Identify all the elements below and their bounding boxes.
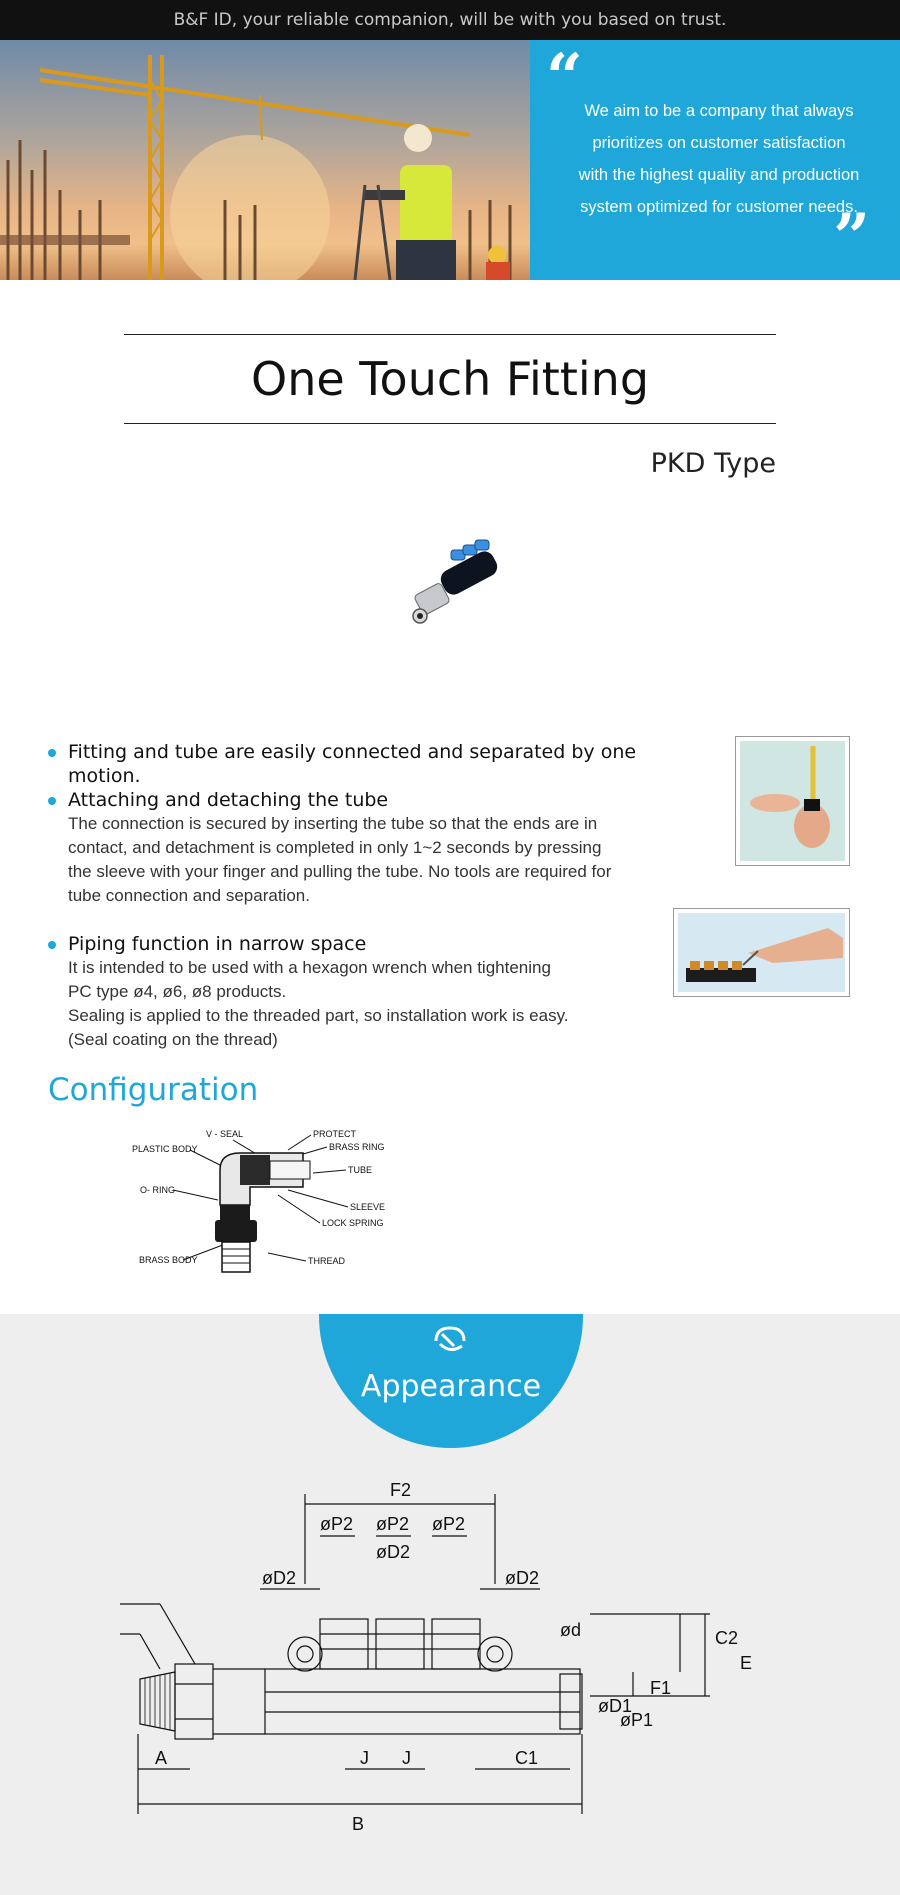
feature-title: Attaching and detaching the tube — [68, 789, 389, 811]
feature-body — [68, 956, 668, 1052]
page-title: One Touch Fitting — [250, 352, 650, 406]
feature-body-line: It is intended to be used with a hexagon wrench when tightening — [68, 958, 551, 977]
appearance-section — [0, 1314, 900, 1895]
configuration-heading: Configuration — [48, 1072, 259, 1108]
open-quote-icon: “ — [546, 40, 583, 115]
product-type: PKD Type — [650, 448, 776, 479]
dim-d: ød — [560, 1620, 582, 1640]
feature-body — [68, 812, 668, 908]
dim-d2: øD2 — [376, 1542, 411, 1562]
label-sleeve: SLEEVE — [350, 1202, 386, 1212]
dim-d1: øD1 — [598, 1696, 633, 1716]
feature-body-line: PC type ø4, ø6, ø8 products. — [68, 982, 287, 1001]
quote-line: system optimized for customer needs. — [580, 198, 858, 216]
dim-c2: C2 — [715, 1628, 739, 1648]
dimension-drawing — [120, 1464, 780, 1884]
label-protect: PROTECT — [313, 1129, 357, 1139]
dim-f2: F2 — [390, 1480, 412, 1500]
dim-j: J — [402, 1748, 411, 1768]
tube-connect-photo — [735, 736, 850, 866]
bullet-icon — [48, 797, 56, 805]
quote-line: with the highest quality and production — [578, 166, 860, 184]
dim-d2: øD2 — [505, 1568, 540, 1588]
feature-item — [48, 740, 668, 788]
dim-b: B — [352, 1814, 365, 1834]
feature-title: Piping function in narrow space — [68, 933, 367, 955]
dim-p2: øP2 — [320, 1514, 354, 1534]
quote-line: We aim to be a company that always — [584, 102, 854, 120]
label-plastic-body: PLASTIC BODY — [132, 1144, 198, 1154]
feature-body-line: contact, and detachment is completed in only 1~2 seconds by pressing — [68, 838, 602, 857]
label-brass-body: BRASS BODY — [139, 1255, 198, 1265]
dim-p1: øP1 — [620, 1710, 654, 1730]
bullet-icon — [48, 749, 56, 757]
quote-line: prioritizes on customer satisfaction — [592, 134, 846, 152]
hex-wrench-illustration — [678, 913, 845, 992]
mission-quote-text — [558, 95, 880, 223]
construction-photo-illustration — [0, 40, 530, 280]
dim-j: J — [360, 1748, 369, 1768]
mission-quote-panel — [530, 40, 900, 280]
bullet-icon — [48, 941, 56, 949]
feature-body-line: tube connection and separation. — [68, 886, 310, 905]
dim-p2: øP2 — [376, 1514, 410, 1534]
label-brass-ring: BRASS RING — [329, 1142, 385, 1152]
feature-body-line: (Seal coating on the thread) — [68, 1030, 278, 1049]
title-bottom-rule — [124, 423, 776, 424]
tube-connect-illustration — [740, 741, 845, 861]
feature-body-line: Sealing is applied to the threaded part, so installation work is easy. — [68, 1006, 569, 1025]
dim-a: A — [155, 1748, 168, 1768]
dim-e: E — [740, 1653, 753, 1673]
construction-photo — [0, 40, 530, 280]
hero-section — [0, 40, 900, 280]
label-tube: TUBE — [348, 1165, 373, 1175]
dim-d2: øD2 — [262, 1568, 297, 1588]
dim-f1: F1 — [650, 1678, 672, 1698]
configuration-diagram — [128, 1125, 398, 1280]
label-thread: THREAD — [308, 1256, 346, 1266]
feature-body-line: The connection is secured by inserting the tube so that the ends are in — [68, 814, 598, 833]
feature-item — [48, 932, 668, 1052]
label-lock-spring: LOCK SPRING — [322, 1218, 384, 1228]
appearance-heading: Appearance — [360, 1369, 542, 1404]
company-logo-icon — [428, 1324, 472, 1358]
top-banner-text: B&F ID, your reliable companion, will be with you based on trust. — [173, 10, 727, 30]
title-top-rule — [124, 334, 776, 335]
feature-title: Fitting and tube are easily connected and separated by one motion. — [68, 741, 637, 787]
label-o-ring: O- RING — [140, 1185, 175, 1195]
dim-c1: C1 — [515, 1748, 539, 1768]
close-quote-icon: ” — [833, 200, 870, 275]
product-image — [405, 538, 510, 633]
feature-body-line: the sleeve with your finger and pulling the tube. No tools are required for — [68, 862, 612, 881]
label-v-seal: V - SEAL — [206, 1129, 244, 1139]
feature-item — [48, 788, 668, 908]
dim-p2: øP2 — [432, 1514, 466, 1534]
hex-wrench-photo — [673, 908, 850, 997]
top-banner — [0, 0, 900, 40]
